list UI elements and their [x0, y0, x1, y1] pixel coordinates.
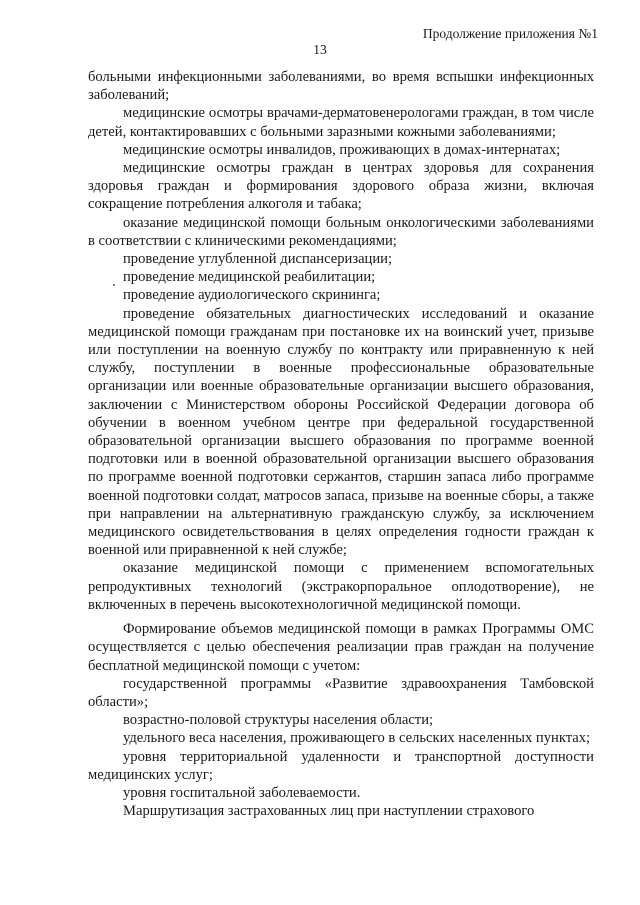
paragraph: оказание медицинской помощи с применением вспомогательных репродуктивных технологий (экстракорпоральное оплодотворение), не включенных в перечень высокотехнологичной медицинской помощи.: [88, 560, 594, 613]
paragraph: медицинские осмотры врачами-дерматовенерологами граждан, в том числе детей, контактировавших с больными заразными кожными заболеваниями;: [88, 105, 594, 140]
paragraph: Маршрутизация застрахованных лиц при наступлении страхового: [123, 803, 535, 820]
paragraph: проведение аудиологического скрининга;: [123, 287, 381, 304]
paragraph: уровня госпитальной заболеваемости.: [123, 784, 361, 801]
paragraph: проведение медицинской реабилитации;: [123, 269, 376, 286]
scan-artifact-dot: [113, 284, 115, 286]
paragraph: возрастно-половой структуры населения области;: [123, 712, 434, 729]
paragraph: оказание медицинской помощи больным онкологическими заболеваниями в соответствии с клиническими рекомендациями;: [88, 214, 594, 249]
paragraph: больными инфекционными заболеваниями, во время вспышки инфекционных заболеваний;: [88, 69, 594, 104]
paragraph: уровня территориальной удаленности и транспортной доступности медицинских услуг;: [88, 748, 594, 783]
document-body: [88, 68, 594, 820]
paragraph: Формирование объемов медицинской помощи в рамках Программы ОМС осуществляется с целью обеспечения реализации прав граждан на получение бесплатной медицинской помощи с учетом:: [88, 621, 594, 674]
paragraph: проведение обязательных диагностических исследований и оказание медицинской помощи гражданам при постановке их на воинский учет, призыве или поступлении на военную службу по контракту или приравненную к ней службу, поступлении в военные профессиональные образовательные организации или военные образовательные организации высшего образования, заключении с Министерством обороны Российской Федерации договора об обучении в военном учебном центре при федеральной государственной образовательной организации высшего образования по программе военной подготовки или в военной образовательной организации высшего образования по программе военной подготовки сержантов, старшин запаса либо программе военной подготовки солдат, матросов запаса, призыве на военные сборы, а также при направлении на альтернативную гражданскую службу, за исключением медицинского освидетельствования в целях определения годности граждан к военной или приравненной к ней службе;: [88, 305, 594, 559]
paragraph: проведение углубленной диспансеризации;: [123, 251, 393, 268]
page-number: 13: [313, 42, 327, 57]
paragraph: государственной программы «Развитие здравоохранения Тамбовской области»;: [88, 675, 594, 710]
paragraph: медицинские осмотры инвалидов, проживающих в домах-интернатах;: [123, 141, 561, 158]
paragraph: медицинские осмотры граждан в центрах здоровья для сохранения здоровья граждан и формирования здорового образа жизни, включая сокращение потребления алкоголя и табака;: [88, 160, 594, 213]
appendix-continuation-note: Продолжение приложения №1: [422, 26, 598, 41]
paragraph: удельного веса населения, проживающего в сельских населенных пунктах;: [123, 730, 591, 747]
